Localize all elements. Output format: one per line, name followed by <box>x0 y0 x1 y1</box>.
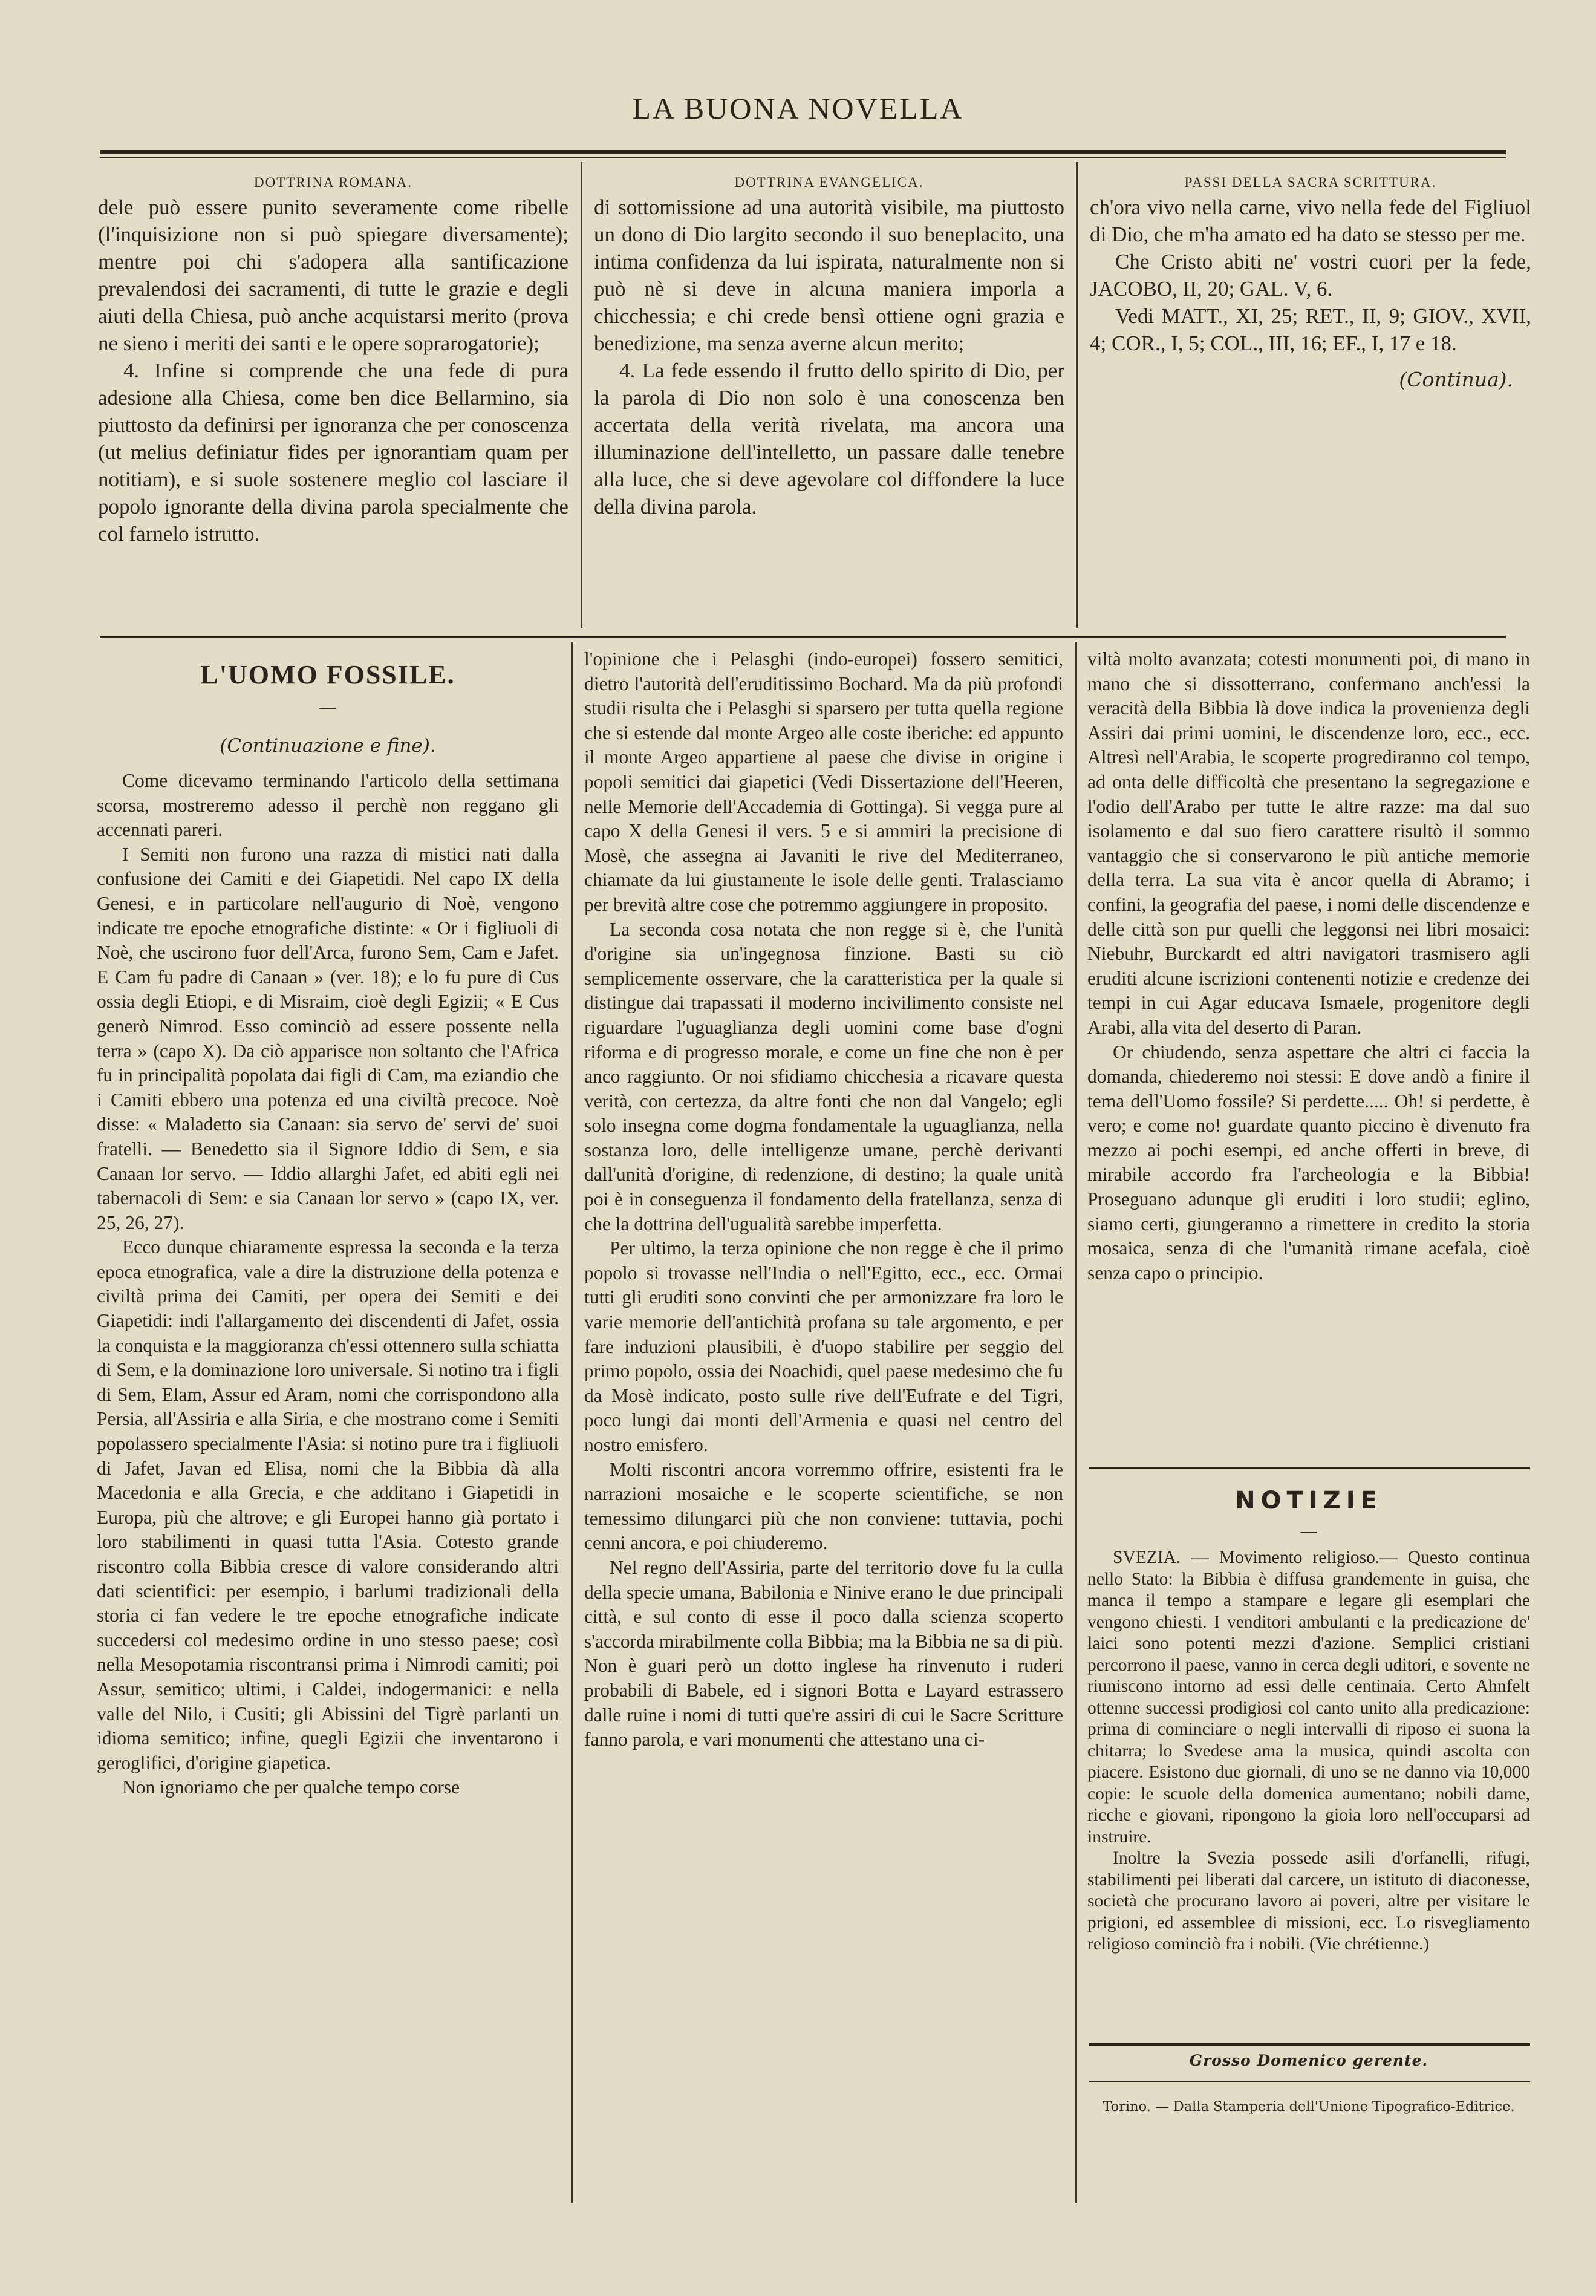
paragraph: Vedi MATT., XI, 25; RET., II, 9; GIOV., XVII, 4; COR., I, 5; COL., III, 16; EF., I, 17 e 18. <box>1090 304 1531 355</box>
column-header: PASSI DELLA SACRA SCRITTURA. <box>1184 175 1437 190</box>
article-column-3 <box>1087 647 1530 1285</box>
paragraph: I Semiti non furono una razza di mistici nati dalla confusione dei Camiti e dei Giapetidi. Nel capo IX della Genesi, e in particolare nell'augurio di Noè, vengono indicate tre epoche etnografiche distinte: « Or i figliuoli di Noè, che uscirono fuor dell'Arca, furono Sem, Cam e Jafet. E Cam fu padre di Canaan » (ver. 18); e lo fu pure di Cus ossia degli Etiopi, e di Misraim, cioè degli Egizii; « E Cus generò Nimrod. Esso cominciò ad essere possente nella terra » (capo X). Da ciò apparisce non soltanto che l'Africa fu in principalità popolata dai figli di Cam, ma eziandio che i Camiti ebbero una potenza ed una civiltà precoce. Noè disse: « Maladetto sia Canaan: sia servo de' servi de' suoi fratelli. — Benedetto sia il Signore Iddio di Sem, e sia Canaan lor servo. — Iddio allarghi Jafet, ed abiti egli nei tabernacoli di Sem: e sia Canaan lor servo » (capo IX, ver. 25, 26, 27). <box>97 843 559 1233</box>
paragraph: Ecco dunque chiaramente espressa la seconda e la terza epoca etnografica, vale a dire la distruzione della potenza e civiltà prima dei Camiti, per opera dei Semiti e dei Giapetidi: indi l'allargamento dei discendenti di Jafet, ossia la conquista e la maggioranza ch'essi ottennero sulla schiatta di Sem, e la dominazione loro universale. Si notino tra i figli di Sem, Elam, Assur ed Aram, nomi che corrispondono alla Persia, all'Assiria e alla Siria, e che mostrano come i Semiti popolassero specialmente l'Asia: si notino pure tra i figliuoli di Jafet, Javan ed Elisa, nomi che la Bibbia dà alla Macedonia e alla Grecia, e che additano i Giapetidi in Europa, più che altrove; e gli Europei hanno già portato i loro stabilimenti in quasi tutta l'Asia. Cotesto grande riscontro colla Bibbia cresce di valore considerando altri dati scientifici: per esempio, i barlumi tradizionali della storia ci fan vedere le tre epoche etnografiche indicate succedersi col medesimo ordine in uno stesso paese; così nella Mesopotamia riscontransi prima i Nimrodi camiti; poi Assur, semitico; ultimi, i Caldei, indogermanici: e nella valle del Nilo, i Cusiti; gli Abissini del Tigrè parlanti un idioma semitico; infine, quegli Egizii che inventarono i geroglifici, d'origine giapetica. <box>97 1236 559 1773</box>
imprint: Torino. — Dalla Stamperia dell'Unione Tipografico-Editrice. <box>1103 2099 1515 2115</box>
article-title: L'UOMO FOSSILE. <box>200 660 455 690</box>
paragraph: dele può essere punito severamente come ribelle (l'inquisizione non si può spiegare diversamente); mentre poi chi s'adopera alla santificazione prevalendosi dei sacramenti, di tutte le grazie e degli aiuti della Chiesa, può anche acquistarsi merito (prova ne sieno i meriti dei santi e le opere soprarogatorie); <box>98 195 568 355</box>
paragraph: viltà molto avanzata; cotesti monumenti poi, di mano in mano che si dissotterrano, confermano anch'essi la veracità della Bibbia là dove indica la provenienza degli Assiri dai primi uomini, le discendenze loro, ecc., ecc. Altresì nell'Arabia, le scoperte progrediranno col tempo, ad onta delle difficoltà che presentano la segregazione e l'odio dell'Arabo per tutte le altre razze: ma dal suo isolamento e dal suo fiero carattere risultò il sommo vantaggio che si conservarono le più antiche memorie della terra. La sua vita è ancor quella di Abramo; i confini, la geografia del paese, i nomi delle discendenze e delle città son pur quelli che leggonsi nei libri mosaici: Niebuhr, Burckardt ed altri navigatori trasmisero agli eruditi alcune iscrizioni contenenti notizie e credenze dei tempi in cui Agar educava Ismaele, progenitore degli Arabi, alla vita del deserto di Paran. <box>1087 648 1530 1038</box>
notizie-dash: — <box>1300 1521 1318 1542</box>
gerente-rule-bottom <box>1089 2081 1530 2082</box>
paragraph: Or chiudendo, senza aspettare che altri ci faccia la domanda, chiederemo noi stessi: E dove andò a finire il tema dell'Uomo fossile? Si perdette..... Oh! si perdette, è vero; e come no! guardate quanto piccino è divenuto fra mezzo ai pochi esempi, ed anche offerti in breve, di mirabile accordo fra l'archeologia e la Bibbia! Proseguano adunque gli eruditi i loro studii; eglino, siamo certi, giungeranno a rimettere in credito la storia mosaica, senza di che l'umanità rimane acefala, cioè senza capo o principio. <box>1087 1041 1530 1283</box>
imprint-block <box>1087 2099 1530 2115</box>
paragraph: l'opinione che i Pelasghi (indo-europei) fossero semitici, dietro l'autorità dell'eruditissimo Bochard. Ma da più profondi studii risulta che i Pelasghi si sparsero per tutta quella regione che si estende dal monte Argeo alle coste iberiche: ed appunto il monte Argeo appartiene al paese che divise in origine i popoli semitici dai giapetici (Vedi Dissertazione dell'Heeren, nelle Memorie dell'Accademia di Gottinga). Si vegga pure al capo X della Genesi il vers. 5 e si ammiri la precisione di Mosè, che assegna ai Javaniti le rive del Mediterraneo, chiamate da lui giustamente le isole delle genti. Tralasciamo per brevità altre cose che potremmo aggiungere in proposito. <box>584 648 1063 915</box>
gerente-rule-top <box>1089 2043 1530 2046</box>
column-passi-scrittura <box>1090 173 1531 391</box>
article-column-2 <box>584 647 1063 1752</box>
top-divider-2 <box>1076 162 1078 628</box>
paragraph: SVEZIA. — Movimento religioso.— Questo continua nello Stato: la Bibbia è diffusa grandemente in guisa, che manca il tempo a stampare e legare gli esemplari che vengono chiesti. I venditori ambulanti e la predicazione de' laici sono potenti mezzi d'azione. Semplici cristiani percorrono il paese, vanno in cerca degli uditori, e sovente ne riuniscono intorno ad essi delle centinaia. Certo Ahnfelt ottenne successi prodigiosi col canto unito alla predicazione: prima di cominciare o negli intervalli di riposo ei suona la chitarra; lo Svedese ama la musica, quindi ascolta con piacere. Esistono due giornali, di uno se ne danno via 10,000 copie: le scuole della domenica aumentano; nobili dame, ricche e giovani, ripongono la gioia loro nell'occuparsi ad instruire. <box>1087 1548 1530 1847</box>
notizie-rule <box>1089 1467 1530 1469</box>
notizie-heading: NOTIZIE <box>1235 1487 1383 1515</box>
paragraph: 4. La fede essendo il frutto dello spirito di Dio, per la parola di Dio non solo è una conoscenza ben accertata della verità rivelata, ma ancora una illuminazione dell'intelletto, un passare dalle tenebre alla luce, che si deve agevolare col diffondere la luce della divina parola. <box>594 359 1064 518</box>
paragraph: La seconda cosa notata che non regge si è, che l'unità d'origine sia un'ingegnosa finzione. Basti su ciò semplicemente osservare, che la caratteristica per la quale si distingue dai trapassati il moderno incivilimento consiste nel riguardare l'uguaglianza degli uomini come base d'ogni riforma e di progresso morale, e come un fine che non è per anco raggiunto. Or noi sfidiamo chicchesia a ricavare questa verità, con certezza, da altre fonti che non dal Vangelo; egli solo insegna come dogma fondamentale la uguaglianza, nella sostanza loro, delle intelligenze umane, perchè derivanti dall'unità d'origine, di redenzione, di destino; la quale unità poi è in conseguenza il fondamento della fratellanza, senza di che la dottrina dell'ugualità sarebbe imperfetta. <box>584 918 1063 1234</box>
title-dash: — <box>319 697 337 718</box>
notizie-column <box>1087 1487 1530 1955</box>
paragraph: di sottomissione ad una autorità visibile, ma piuttosto un dono di Dio largito secondo il suo beneplacito, una intima confidenza da lui ispirata, naturalmente non si può nè si deve in alcuna maniera imporla a chicchessia; e chi crede bensì ottiene ogni grazia e benedizione, ma senza averne alcun merito; <box>594 195 1064 355</box>
paragraph: Per ultimo, la terza opinione che non regge è che il primo popolo si trovasse nell'India o nell'Egitto, ecc., ecc. Ormai tutti gli eruditi sono convinti che per armonizzare fra loro le varie memorie dell'antichità profana su tale argomento, e per fare induzioni plausibili, è d'uopo stabilire per seggio del primo popolo, ossia dei Noachidi, quel paese medesimo che fu da Mosè indicato, posto sulle rive dell'Eufrate e del Tigri, poco lungi dai monti dell'Armenia e quasi nel centro del nostro emisfero. <box>584 1238 1063 1455</box>
paragraph: Nel regno dell'Assiria, parte del territorio dove fu la culla della specie umana, Babilonia e Ninive erano le due principali città, e sul conto di esse il poco dalla scienza scoperto s'accorda mirabilmente colla Bibbia; ma la Bibbia ne sa di più. Non è guari però un dotto inglese ha rinvenuto i ruderi probabili di Babele, ed i signori Botta e Layard estrassero dalle ruine i nomi di tutti que're assiri di cui le Sacre Scritture fanno parola, e vari monumenti che attestano una ci- <box>584 1556 1063 1750</box>
paragraph: ch'ora vivo nella carne, vivo nella fede del Figliuol di Dio, che m'ha amato ed ha dato se stesso per me. <box>1090 195 1531 246</box>
column-dottrina-evangelica <box>594 173 1064 520</box>
bottom-divider-2 <box>1075 642 1077 2203</box>
article-column-1 <box>97 659 559 1800</box>
paragraph: Come dicevamo terminando l'articolo della settimana scorsa, mostreremo adesso il perchè non reggano gli accennati pareri. <box>97 770 559 841</box>
gerente-block <box>1087 2052 1530 2069</box>
continua-note: (Continua). <box>1399 368 1513 391</box>
paragraph: 4. Infine si comprende che una fede di pura adesione alla Chiesa, come ben dice Bellarmino, sia piuttosto da definirsi per ignoranza che per conoscenza (ut melius definiatur fides per ignorantiam quam per notitiam), e si suole sostenere meglio col lasciare il popolo ignorante della divina parola specialmente che col farnelo istrutto. <box>98 359 568 546</box>
paragraph: Che Cristo abiti ne' vostri cuori per la fede, JACOBO, II, 20; GAL. V, 6. <box>1090 250 1531 301</box>
bottom-divider-1 <box>571 642 573 2203</box>
section-rule <box>100 636 1506 638</box>
masthead-rule-thick <box>100 150 1506 154</box>
masthead-rule-thin <box>100 157 1506 158</box>
paragraph: Non ignoriamo che per qualche tempo corse <box>122 1776 460 1798</box>
column-header: DOTTRINA ROMANA. <box>254 175 412 190</box>
masthead: LA BUONA NOVELLA <box>632 91 964 125</box>
paragraph: Inoltre la Svezia possede asili d'orfanelli, rifugi, stabilimenti pei liberati dal carcere, un istituto di diaconesse, società che procurano lavoro ai poveri, altre per visitare le prigioni, ed assemblee di missioni, ecc. Lo risvegliamento religioso cominciò fra i nobili. (Vie chrétienne.) <box>1087 1848 1530 1954</box>
column-header: DOTTRINA EVANGELICA. <box>734 175 924 190</box>
top-divider-1 <box>581 162 582 628</box>
paragraph: Molti riscontri ancora vorremmo offrire, esistenti fra le narrazioni mosaiche e le scoperte scientifiche, se non temessimo dilungarci più che non conviene: tuttavia, pochi cenni ancora, e poi chiuderemo. <box>584 1458 1063 1554</box>
article-subtitle: (Continuazione e fine). <box>220 735 436 757</box>
gerente-signature: Grosso Domenico gerente. <box>1189 2052 1428 2069</box>
column-dottrina-romana <box>98 173 568 547</box>
